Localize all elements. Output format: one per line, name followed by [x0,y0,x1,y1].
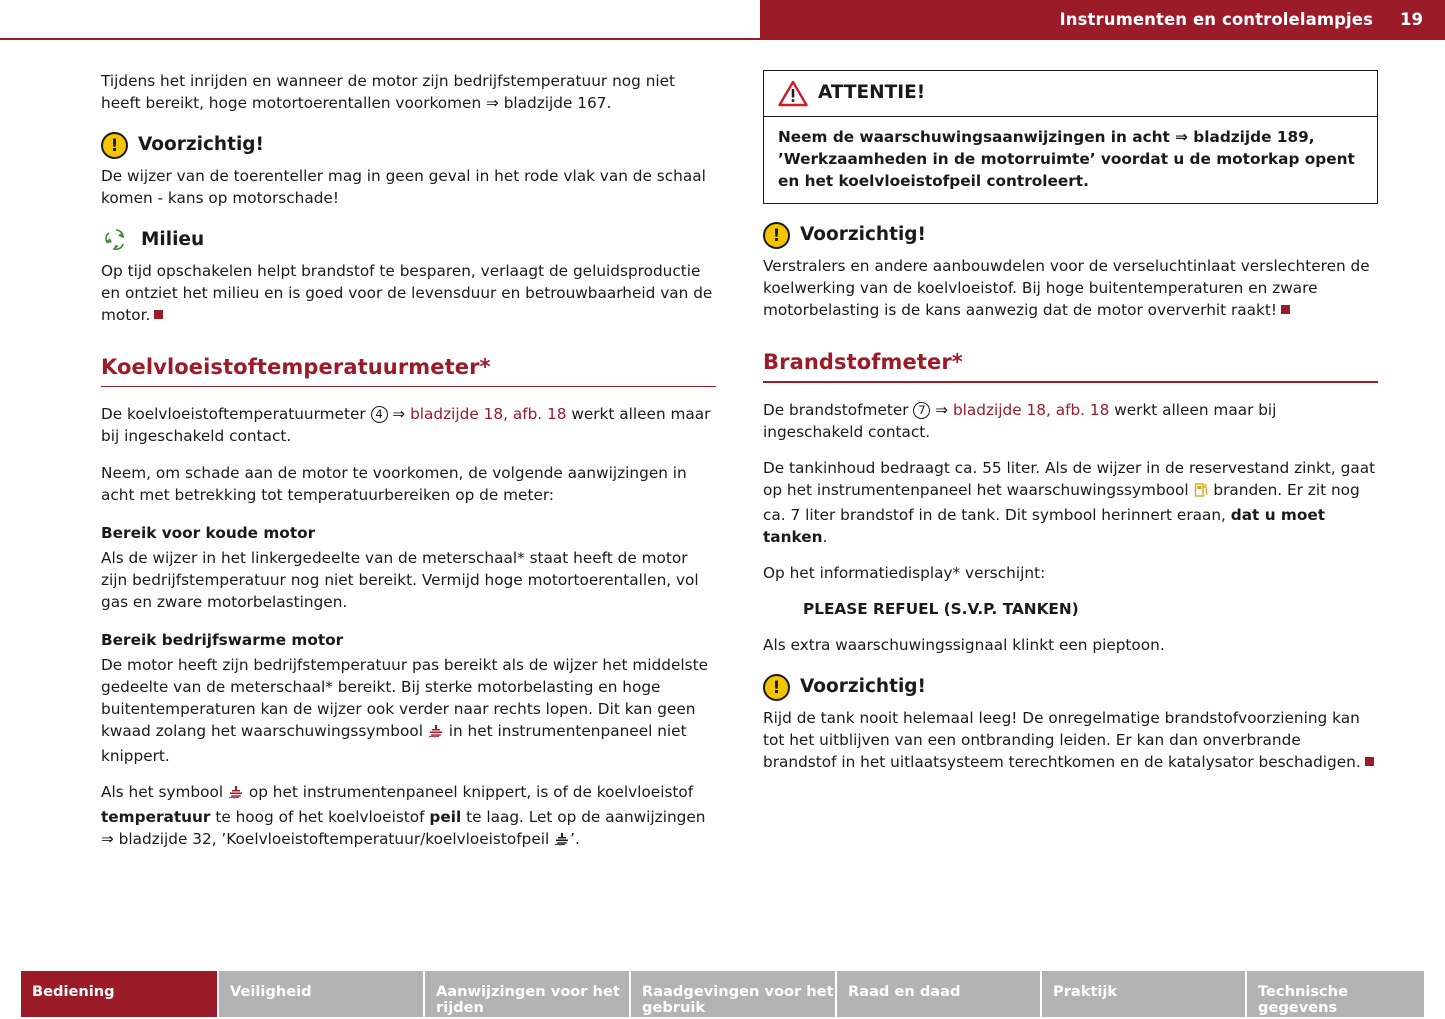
warm-engine-text-b: in het instrumentenpaneel niet knippert. [101,721,687,765]
caution-text: De wijzer van de toerenteller mag in geen geval in het rode vlak van de schaal komen - kans op motorschade! [101,167,706,208]
fuel-p2-b: branden. Er zit nog ca. 7 liter brandstof in de tank. Dit symbool herinnert eraan, [763,480,1360,524]
environment-header [101,227,716,254]
coolant-p1-c: werkt alleen maar bij ingeschakeld contact. [101,405,711,446]
section-rule [101,386,716,388]
caution-label: Voorzichtig! [138,134,264,156]
fuel-p1-c: werkt alleen maar bij ingeschakeld contact. [763,400,1277,441]
footer-tabs [21,971,1424,1017]
page-number: 19 [1400,10,1423,29]
caution-text-body: Verstralers en andere aanbouwdelen voor de verseluchtinlaat verslechteren de koelwerking van de koelvloeistof. Bij hoge buitentemperaturen en zware motorbelasting is de kans aanwezig dat de motor oververhit raakt! [763,257,1370,320]
attention-label: ATTENTIE! [818,82,926,104]
intro-paragraph: Tijdens het inrijden en wanneer de motor zijn bedrijfstemperatuur nog niet heeft bereikt, hoge motortoerentallen voorkomen ⇒ bladzijde 167. [101,72,676,113]
end-marker [1281,305,1290,314]
tab-veiligheid[interactable]: Veiligheid [219,971,425,1017]
header-divider [0,38,1445,40]
caution-text-right-2 [763,707,1378,773]
section-title-coolant: Koelvloeistoftemperatuurmeter* [101,354,491,379]
coolant-p1-a: De koelvloeistoftemperatuurmeter [101,405,371,424]
attention-text: Neem de waarschuwingsaanwijzingen in acht ⇒ bladzijde 189, ’Werkzaamheden in de motorruimte’ voordat u de motorkap opent en het koelvloeistofpeil controleert. [778,128,1355,191]
caution-label: Voorzichtig! [800,676,926,698]
caution-icon [763,674,790,701]
cross-reference-link-fuel[interactable]: bladzijde 18, afb. 18 [952,400,1110,419]
display-message-text: PLEASE REFUEL (S.V.P. TANKEN) [803,599,1079,618]
fuel-paragraph-1 [763,399,1378,443]
header-title: Instrumenten en controlelampjes [1059,10,1373,29]
caution-header [101,132,716,159]
section-rule-fuel [763,381,1378,383]
warm-engine-text [101,654,716,767]
end-marker [1365,757,1374,766]
blink-e: ’. [570,829,580,848]
caution-label: Voorzichtig! [800,224,926,246]
fuel-paragraph-2 [763,457,1378,548]
coolant-blink-text [101,781,716,853]
blink-d: te laag. Let op de aanwijzingen ⇒ bladzijde 32, ’Koelvloeistoftemperatuur/koelvloeistofpeil [101,807,706,848]
fuel-p2-a: De tankinhoud bedraagt ca. 55 liter. Als de wijzer in de reservestand zinkt, gaat op het instrumentenpaneel het waarschuwingssymbool [763,458,1376,499]
environment-label: Milieu [141,229,205,251]
fuel-p1-a: De brandstofmeter [763,400,914,419]
coolant-p1-b: ⇒ [387,405,411,424]
environment-text-body: Op tijd opschakelen helpt brandstof te besparen, verlaagt de geluidsproductie en ontziet het milieu en is goed voor de levensduur en betrouwbaarheid van de motor. [101,261,713,324]
tab-raad-en-daad[interactable]: Raad en daad [837,971,1042,1017]
environment-text [101,260,716,326]
subheading-warm-engine: Bereik bedrijfswarme motor [101,630,344,649]
caution-block-right-2 [763,674,1378,773]
caution-header-right-1 [763,222,1378,249]
blink-c: te hoog of het koelvloeistof [210,807,430,826]
coolant-paragraph-2: Neem, om schade aan de motor te voorkomen, de volgende aanwijzingen in acht met betrekking tot temperatuurbereiken op de meter: [101,463,687,504]
caution-text-right-1 [763,255,1378,321]
caution-text-body-2: Rijd de tank nooit helemaal leeg! De onregelmatige brandstofvoorziening kan tot het uitblijven van een ontbranding leiden. Er kan dan onverbrande brandstof in het uitlaatsysteem terechtkomen en de katalysator beschadigen. [763,708,1361,771]
recycle-leaf-icon [101,227,131,253]
page-header [0,0,1445,38]
tab-praktijk[interactable]: Praktijk [1042,971,1247,1017]
fuel-p1-b: ⇒ [930,400,953,419]
callout-number-4: 4 [371,406,388,423]
left-column [101,70,716,867]
warning-triangle-icon [778,80,808,107]
coolant-warning-symbol-icon-3 [554,833,570,851]
blink-b: op het instrumentenpaneel knippert, is of de koelvloeistof [243,782,694,801]
caution-icon [101,132,128,159]
warm-engine-text-a: De motor heeft zijn bedrijfstemperatuur pas bereikt als de wijzer het middelste gedeelte van de meterschaal* bereikt. Bij sterke motorbelasting en hoge buitentemperaturen kan de wijzer ook verder naar rechts lopen. Dit kan geen kwaad zolang het waarschuwingssymbool [101,655,708,740]
cold-engine-text: Als de wijzer in het linkergedeelte van de meterschaal* staat heeft de motor zijn bedrijfstemperatuur nog niet bereikt. Vermijd hoge motortoerentallen, vol gas en zware motorbelastingen. [101,548,699,611]
caution-header-right-2 [763,674,1378,701]
tab-aanwijzingen-voor-het-rijden[interactable]: Aanwijzingen voor het rijden [425,971,631,1017]
caution-block-1 [101,132,716,209]
coolant-paragraph-1 [101,403,716,447]
fuel-paragraph-4: Als extra waarschuwingssignaal klinkt een pieptoon. [763,635,1165,654]
fuel-p2-c: . [822,527,828,546]
attention-header [764,71,1377,117]
subheading-cold-engine: Bereik voor koude motor [101,523,316,542]
caution-block-right-1 [763,222,1378,321]
blink-bold-level: peil [429,807,462,826]
coolant-warning-symbol-icon [428,725,444,743]
blink-a: Als het symbool [101,782,228,801]
right-column [763,70,1378,787]
section-title-fuel: Brandstofmeter* [763,350,963,375]
caution-icon [763,222,790,249]
attention-box [763,70,1378,204]
fuel-p2-bold: dat u moet tanken [763,505,1326,546]
environment-block [101,227,716,326]
coolant-warning-symbol-icon-2 [228,786,244,804]
fuel-pump-symbol-icon [1194,484,1209,502]
blink-bold-temperature: temperatuur [101,807,211,826]
cross-reference-link[interactable]: bladzijde 18, afb. 18 [410,405,567,424]
tab-technische-gegevens[interactable]: Technische gegevens [1247,971,1424,1017]
tab-bediening[interactable]: Bediening [21,971,219,1017]
fuel-paragraph-3: Op het informatiedisplay* verschijnt: [763,563,1046,582]
callout-number-7: 7 [913,402,930,419]
tab-raadgevingen-voor-het-gebruik[interactable]: Raadgevingen voor het gebruik [631,971,837,1017]
end-marker [154,310,163,319]
